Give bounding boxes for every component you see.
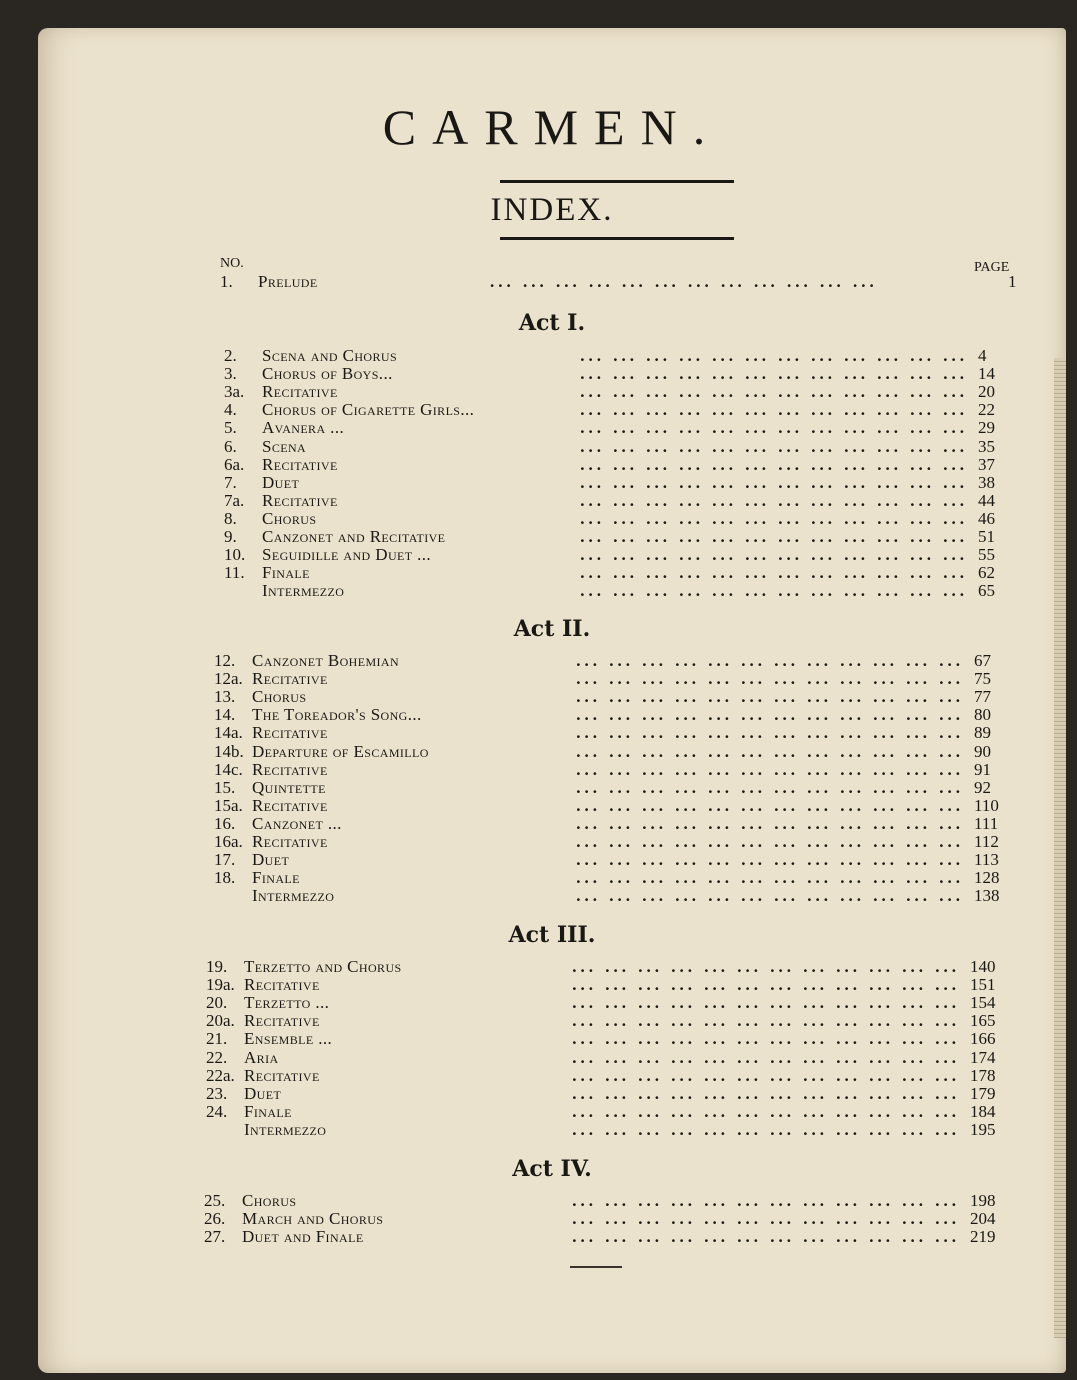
page-title: CARMEN. bbox=[382, 99, 722, 155]
entry-number: 4. bbox=[224, 400, 237, 420]
entry-title: Recitative bbox=[252, 832, 328, 851]
entry-number: 16a. bbox=[214, 832, 243, 851]
entry-number: 14. bbox=[214, 705, 236, 725]
entry-number: 21. bbox=[206, 1029, 228, 1049]
page-edge bbox=[1054, 358, 1066, 1338]
entry-title: Recitative bbox=[252, 723, 328, 743]
entry-page: 92 bbox=[974, 777, 991, 797]
index-entry bbox=[206, 975, 1026, 993]
entry-title: Recitative bbox=[244, 975, 320, 995]
entry-title: Recitative bbox=[252, 669, 328, 689]
entry-page: 62 bbox=[978, 563, 995, 583]
entry-title: Canzonet and Recitative bbox=[262, 527, 446, 546]
entry-title: Finale bbox=[262, 563, 310, 583]
act-heading: Act III. bbox=[508, 922, 596, 948]
entry-number: 6. bbox=[224, 436, 237, 456]
entry-number: 14c. bbox=[214, 759, 243, 779]
index-entry bbox=[214, 742, 1034, 760]
dot-leader: ... ... ... ... ... ... ... ... ... ... ... ... bbox=[576, 759, 964, 779]
entry-number: 3a. bbox=[224, 382, 245, 402]
entry-page: 138 bbox=[974, 886, 1000, 906]
entry-page: 22 bbox=[978, 400, 995, 420]
index-heading: INDEX. bbox=[490, 192, 614, 228]
dot-leader: ... ... ... ... ... ... ... ... ... ... ... ... bbox=[572, 1083, 960, 1103]
entry-page: 37 bbox=[978, 454, 995, 474]
entry-number: 15a. bbox=[214, 795, 243, 815]
dot-leader: ... ... ... ... ... ... ... ... ... ... ... ... bbox=[576, 687, 964, 707]
dot-leader: ... ... ... ... ... ... ... ... ... ... ... ... bbox=[580, 508, 968, 528]
index-entry bbox=[214, 705, 1034, 723]
entry-title: Quintette bbox=[252, 777, 326, 797]
entry-title: Recitative bbox=[262, 454, 338, 474]
entry-page: 90 bbox=[974, 741, 991, 761]
dot-leader: ... ... ... ... ... ... ... ... ... ... ... ... bbox=[572, 993, 960, 1013]
index-entry-prelude bbox=[220, 272, 1020, 290]
entry-title: Intermezzo bbox=[252, 886, 335, 906]
entry-number: 7. bbox=[224, 472, 237, 492]
entry-title: The Toreador's Song... bbox=[252, 705, 422, 725]
dot-leader: ... ... ... ... ... ... ... ... ... ... ... ... bbox=[576, 777, 964, 797]
entry-number: 22. bbox=[206, 1047, 228, 1067]
index-entry bbox=[204, 1227, 1024, 1245]
entry-page: 198 bbox=[970, 1191, 996, 1210]
entry-number: 9. bbox=[224, 527, 237, 546]
entry-page: 113 bbox=[974, 850, 999, 870]
entry-number: 20a. bbox=[206, 1011, 235, 1031]
entry-number: 18. bbox=[214, 868, 236, 888]
act-heading: Act II. bbox=[513, 616, 591, 642]
index-entry bbox=[224, 437, 1044, 455]
dot-leader: ... ... ... ... ... ... ... ... ... ... ... ... bbox=[580, 472, 968, 492]
closing-rule bbox=[570, 1266, 622, 1268]
index-entry bbox=[204, 1209, 1024, 1227]
entry-page: 55 bbox=[978, 545, 995, 565]
dot-leader: ... ... ... ... ... ... ... ... ... ... ... ... bbox=[572, 1209, 960, 1229]
dot-leader: ... ... ... ... ... ... ... ... ... ... ... ... bbox=[580, 527, 968, 546]
entry-title: Departure of Escamillo bbox=[252, 741, 429, 761]
dot-leader: ... ... ... ... ... ... ... ... ... ... ... ... bbox=[576, 886, 964, 906]
index-entry bbox=[224, 527, 1044, 545]
dot-leader: ... ... ... ... ... ... ... ... ... ... ... ... bbox=[576, 868, 964, 888]
dot-leader: ... ... ... ... ... ... ... ... ... ... ... ... bbox=[490, 272, 878, 291]
dot-leader: ... ... ... ... ... ... ... ... ... ... ... ... bbox=[572, 1011, 960, 1031]
entry-title: Terzetto ... bbox=[244, 993, 330, 1013]
column-label-no: NO. bbox=[220, 256, 244, 271]
act-heading: Act IV. bbox=[512, 1156, 592, 1182]
index-entry bbox=[214, 832, 1034, 850]
entry-page: 75 bbox=[974, 669, 991, 689]
entry-page: 112 bbox=[974, 832, 999, 851]
dot-leader: ... ... ... ... ... ... ... ... ... ... ... ... bbox=[576, 850, 964, 870]
dot-leader: ... ... ... ... ... ... ... ... ... ... ... ... bbox=[576, 741, 964, 761]
dot-leader: ... ... ... ... ... ... ... ... ... ... ... ... bbox=[580, 418, 968, 438]
entry-page: 165 bbox=[970, 1011, 996, 1031]
entry-title: Duet bbox=[262, 472, 300, 492]
entry-page: 151 bbox=[970, 975, 996, 995]
entry-title: March and Chorus bbox=[242, 1209, 384, 1229]
dot-leader: ... ... ... ... ... ... ... ... ... ... ... ... bbox=[580, 563, 968, 583]
index-entry bbox=[214, 778, 1034, 796]
entry-page: 110 bbox=[974, 795, 999, 815]
index-entry bbox=[214, 868, 1034, 886]
entry-number: 1. bbox=[220, 272, 233, 291]
entry-page: 154 bbox=[970, 993, 996, 1013]
entry-title: Recitative bbox=[252, 759, 328, 779]
index-entry bbox=[206, 1102, 1026, 1120]
index-entry bbox=[224, 364, 1044, 382]
dot-leader: ... ... ... ... ... ... ... ... ... ... ... ... bbox=[576, 651, 964, 670]
index-entry bbox=[224, 491, 1044, 509]
entry-page: 46 bbox=[978, 508, 995, 528]
entry-number: 27. bbox=[204, 1227, 226, 1247]
index-entry bbox=[206, 1048, 1026, 1066]
entry-number: 19. bbox=[206, 957, 228, 976]
index-entry bbox=[224, 509, 1044, 527]
entry-page: 29 bbox=[978, 418, 995, 438]
entry-page: 89 bbox=[974, 723, 991, 743]
entry-page: 38 bbox=[978, 472, 995, 492]
entry-number: 12. bbox=[214, 651, 236, 670]
dot-leader: ... ... ... ... ... ... ... ... ... ... ... ... bbox=[572, 1191, 960, 1210]
dot-leader: ... ... ... ... ... ... ... ... ... ... ... ... bbox=[576, 813, 964, 833]
entry-number: 16. bbox=[214, 813, 236, 833]
index-entry bbox=[214, 687, 1034, 705]
entry-number: 19a. bbox=[206, 975, 235, 995]
entry-number: 15. bbox=[214, 777, 236, 797]
entry-title: Canzonet Bohemian bbox=[252, 651, 400, 670]
entry-number: 6a. bbox=[224, 454, 245, 474]
entry-title: Finale bbox=[244, 1101, 292, 1121]
act-heading: Act I. bbox=[518, 310, 586, 336]
index-entry bbox=[214, 814, 1034, 832]
entry-title: Avanera ... bbox=[262, 418, 345, 438]
entry-title: Recitative bbox=[262, 382, 338, 402]
dot-leader: ... ... ... ... ... ... ... ... ... ... ... ... bbox=[580, 346, 968, 365]
index-entry bbox=[214, 669, 1034, 687]
entry-number: 17. bbox=[214, 850, 236, 870]
title-rule bbox=[500, 180, 734, 183]
entry-title: Duet bbox=[252, 850, 290, 870]
entry-page: 80 bbox=[974, 705, 991, 725]
entry-page: 65 bbox=[978, 581, 995, 601]
index-entry bbox=[206, 1011, 1026, 1029]
entry-page: 51 bbox=[978, 527, 995, 546]
index-entry bbox=[214, 760, 1034, 778]
entry-page: 1 bbox=[1008, 272, 1017, 291]
dot-leader: ... ... ... ... ... ... ... ... ... ... ... ... bbox=[580, 545, 968, 565]
dot-leader: ... ... ... ... ... ... ... ... ... ... ... ... bbox=[572, 1065, 960, 1085]
dot-leader: ... ... ... ... ... ... ... ... ... ... ... ... bbox=[580, 454, 968, 474]
entry-number: 3. bbox=[224, 364, 237, 384]
entry-page: 184 bbox=[970, 1101, 996, 1121]
entry-page: 91 bbox=[974, 759, 991, 779]
entry-page: 14 bbox=[978, 364, 995, 384]
entry-title: Recitative bbox=[244, 1065, 320, 1085]
dot-leader: ... ... ... ... ... ... ... ... ... ... ... ... bbox=[576, 705, 964, 725]
entry-title: Chorus of Boys... bbox=[262, 364, 393, 384]
entry-title: Duet bbox=[244, 1083, 282, 1103]
index-entry bbox=[224, 455, 1044, 473]
index-entry bbox=[206, 957, 1026, 975]
dot-leader: ... ... ... ... ... ... ... ... ... ... ... ... bbox=[572, 957, 960, 976]
entry-number: 24. bbox=[206, 1101, 228, 1121]
index-entry bbox=[224, 400, 1044, 418]
index-entry bbox=[224, 545, 1044, 563]
entry-title: Terzetto and Chorus bbox=[244, 957, 402, 976]
index-entry bbox=[204, 1191, 1024, 1209]
entry-number: 12a. bbox=[214, 669, 243, 689]
index-entry bbox=[224, 473, 1044, 491]
entry-page: 4 bbox=[978, 346, 987, 365]
entry-number: 2. bbox=[224, 346, 237, 365]
entry-page: 178 bbox=[970, 1065, 996, 1085]
index-entry bbox=[224, 382, 1044, 400]
index-entry bbox=[214, 796, 1034, 814]
entry-title: Intermezzo bbox=[244, 1119, 327, 1139]
dot-leader: ... ... ... ... ... ... ... ... ... ... ... ... bbox=[580, 400, 968, 420]
entry-number: 26. bbox=[204, 1209, 226, 1229]
entry-number: 22a. bbox=[206, 1065, 235, 1085]
dot-leader: ... ... ... ... ... ... ... ... ... ... ... ... bbox=[580, 581, 968, 601]
index-entry bbox=[206, 1120, 1026, 1138]
entry-page: 111 bbox=[974, 813, 999, 833]
entry-page: 128 bbox=[974, 868, 1000, 888]
entry-page: 204 bbox=[970, 1209, 996, 1229]
dot-leader: ... ... ... ... ... ... ... ... ... ... ... ... bbox=[572, 1227, 960, 1247]
entry-title: Prelude bbox=[258, 272, 318, 291]
index-entry bbox=[206, 1029, 1026, 1047]
entry-title: Canzonet ... bbox=[252, 813, 342, 833]
index-entry bbox=[206, 1066, 1026, 1084]
dot-leader: ... ... ... ... ... ... ... ... ... ... ... ... bbox=[572, 1047, 960, 1067]
index-entry bbox=[224, 418, 1044, 436]
entry-title: Duet and Finale bbox=[242, 1227, 364, 1247]
entry-title: Chorus bbox=[252, 687, 307, 707]
index-entry bbox=[224, 581, 1044, 599]
column-label-page: PAGE bbox=[974, 260, 1010, 275]
dot-leader: ... ... ... ... ... ... ... ... ... ... ... ... bbox=[580, 382, 968, 402]
entry-page: 20 bbox=[978, 382, 995, 402]
index-entry bbox=[206, 1084, 1026, 1102]
entry-title: Chorus bbox=[262, 508, 317, 528]
dot-leader: ... ... ... ... ... ... ... ... ... ... ... ... bbox=[572, 1029, 960, 1049]
entry-number: 14a. bbox=[214, 723, 243, 743]
entry-title: Recitative bbox=[262, 490, 338, 510]
dot-leader: ... ... ... ... ... ... ... ... ... ... ... ... bbox=[576, 723, 964, 743]
entry-number: 14b. bbox=[214, 741, 244, 761]
dot-leader: ... ... ... ... ... ... ... ... ... ... ... ... bbox=[576, 795, 964, 815]
entry-page: 166 bbox=[970, 1029, 996, 1049]
entry-number: 10. bbox=[224, 545, 246, 565]
entry-page: 195 bbox=[970, 1119, 996, 1139]
entry-number: 8. bbox=[224, 508, 237, 528]
index-entry bbox=[214, 886, 1034, 904]
entry-page: 174 bbox=[970, 1047, 996, 1067]
entry-title: Recitative bbox=[252, 795, 328, 815]
entry-title: Ensemble ... bbox=[244, 1029, 333, 1049]
entry-number: 23. bbox=[206, 1083, 228, 1103]
entry-page: 77 bbox=[974, 687, 991, 707]
index-entry bbox=[224, 563, 1044, 581]
dot-leader: ... ... ... ... ... ... ... ... ... ... ... ... bbox=[572, 1101, 960, 1121]
entry-title: Intermezzo bbox=[262, 581, 345, 601]
dot-leader: ... ... ... ... ... ... ... ... ... ... ... ... bbox=[580, 364, 968, 384]
entry-page: 67 bbox=[974, 651, 991, 670]
dot-leader: ... ... ... ... ... ... ... ... ... ... ... ... bbox=[580, 490, 968, 510]
entry-number: 25. bbox=[204, 1191, 226, 1210]
entry-title: Chorus bbox=[242, 1191, 297, 1210]
entry-number: 11. bbox=[224, 563, 245, 583]
book-page bbox=[38, 28, 1066, 1373]
entry-title: Aria bbox=[244, 1047, 279, 1067]
dot-leader: ... ... ... ... ... ... ... ... ... ... ... ... bbox=[576, 832, 964, 851]
dot-leader: ... ... ... ... ... ... ... ... ... ... ... ... bbox=[572, 975, 960, 995]
entry-number: 5. bbox=[224, 418, 237, 438]
entry-title: Scena and Chorus bbox=[262, 346, 398, 365]
index-entry bbox=[214, 723, 1034, 741]
index-entry bbox=[224, 346, 1044, 364]
index-rule bbox=[500, 237, 734, 240]
index-entry bbox=[214, 850, 1034, 868]
index-entry bbox=[206, 993, 1026, 1011]
dot-leader: ... ... ... ... ... ... ... ... ... ... ... ... bbox=[580, 436, 968, 456]
index-entry bbox=[214, 651, 1034, 669]
entry-page: 219 bbox=[970, 1227, 996, 1247]
entry-number: 13. bbox=[214, 687, 236, 707]
dot-leader: ... ... ... ... ... ... ... ... ... ... ... ... bbox=[572, 1119, 960, 1139]
entry-title: Seguidille and Duet ... bbox=[262, 545, 432, 565]
entry-title: Recitative bbox=[244, 1011, 320, 1031]
entry-page: 35 bbox=[978, 436, 995, 456]
entry-number: 20. bbox=[206, 993, 228, 1013]
entry-page: 140 bbox=[970, 957, 996, 976]
entry-page: 44 bbox=[978, 490, 995, 510]
entry-title: Scena bbox=[262, 436, 307, 456]
entry-page: 179 bbox=[970, 1083, 996, 1103]
entry-title: Finale bbox=[252, 868, 300, 888]
entry-title: Chorus of Cigarette Girls... bbox=[262, 400, 475, 420]
entry-number: 7a. bbox=[224, 490, 245, 510]
dot-leader: ... ... ... ... ... ... ... ... ... ... ... ... bbox=[576, 669, 964, 689]
